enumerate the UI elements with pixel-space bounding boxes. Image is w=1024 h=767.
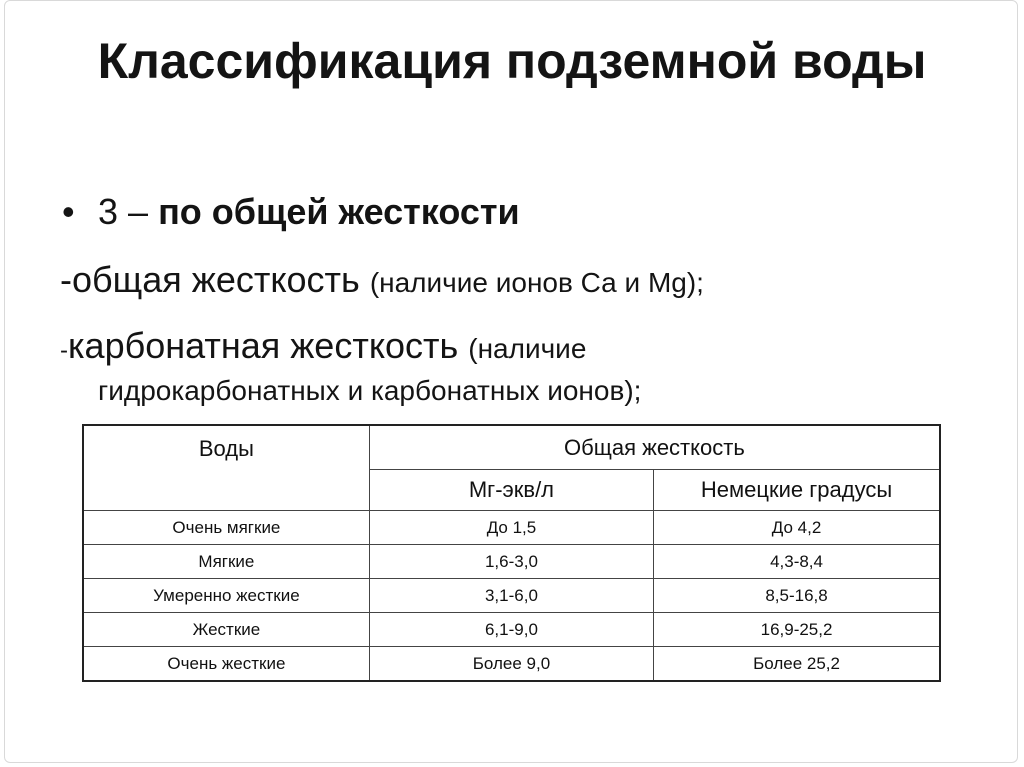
bullet-number: 3 – [98,191,149,232]
slide-title-text: Классификация подземной воды [97,33,927,89]
cell-mg-eq: 1,6-3,0 [369,545,653,579]
item-prefix: - [60,337,68,364]
cell-mg-eq: До 1,5 [369,511,653,545]
table-row [83,545,940,579]
item-term: общая жесткость [72,259,360,300]
slide-title [0,28,1024,94]
cell-water-type: Умеренно жесткие [83,579,369,613]
table-row [83,511,940,545]
cell-german-degrees: До 4,2 [654,511,940,545]
table-row [83,613,940,647]
bullet-text: по общей жесткости [158,191,520,232]
cell-mg-eq: Более 9,0 [369,647,653,682]
bullet-symbol: • [62,191,75,232]
cell-german-degrees: 16,9-25,2 [654,613,940,647]
cell-mg-eq: 6,1-9,0 [369,613,653,647]
item-note: (наличие [468,333,587,364]
cell-german-degrees: Более 25,2 [654,647,940,682]
item-term: карбонатная жесткость [68,325,459,366]
header-waters: Воды [83,425,369,511]
table-row [83,579,940,613]
cell-water-type: Мягкие [83,545,369,579]
cell-german-degrees: 4,3-8,4 [654,545,940,579]
item-note-cont: гидрокарбонатных и карбонатных ионов); [98,375,642,406]
item-carbonate-note-continuation [98,372,641,410]
header-total-hardness: Общая жесткость [369,425,940,470]
cell-water-type: Жесткие [83,613,369,647]
item-prefix: - [60,259,72,300]
item-carbonate-hardness [60,324,586,373]
table-row [83,647,940,682]
subheader-german-degrees: Немецкие градусы [654,470,940,511]
subheader-mg-eq: Мг-экв/л [369,470,653,511]
bullet-line [62,190,520,234]
item-note: (наличие ионов Са и Mg); [369,267,704,298]
item-total-hardness [60,258,704,305]
hardness-table [82,424,941,682]
cell-german-degrees: 8,5-16,8 [654,579,940,613]
cell-water-type: Очень мягкие [83,511,369,545]
cell-mg-eq: 3,1-6,0 [369,579,653,613]
cell-water-type: Очень жесткие [83,647,369,682]
